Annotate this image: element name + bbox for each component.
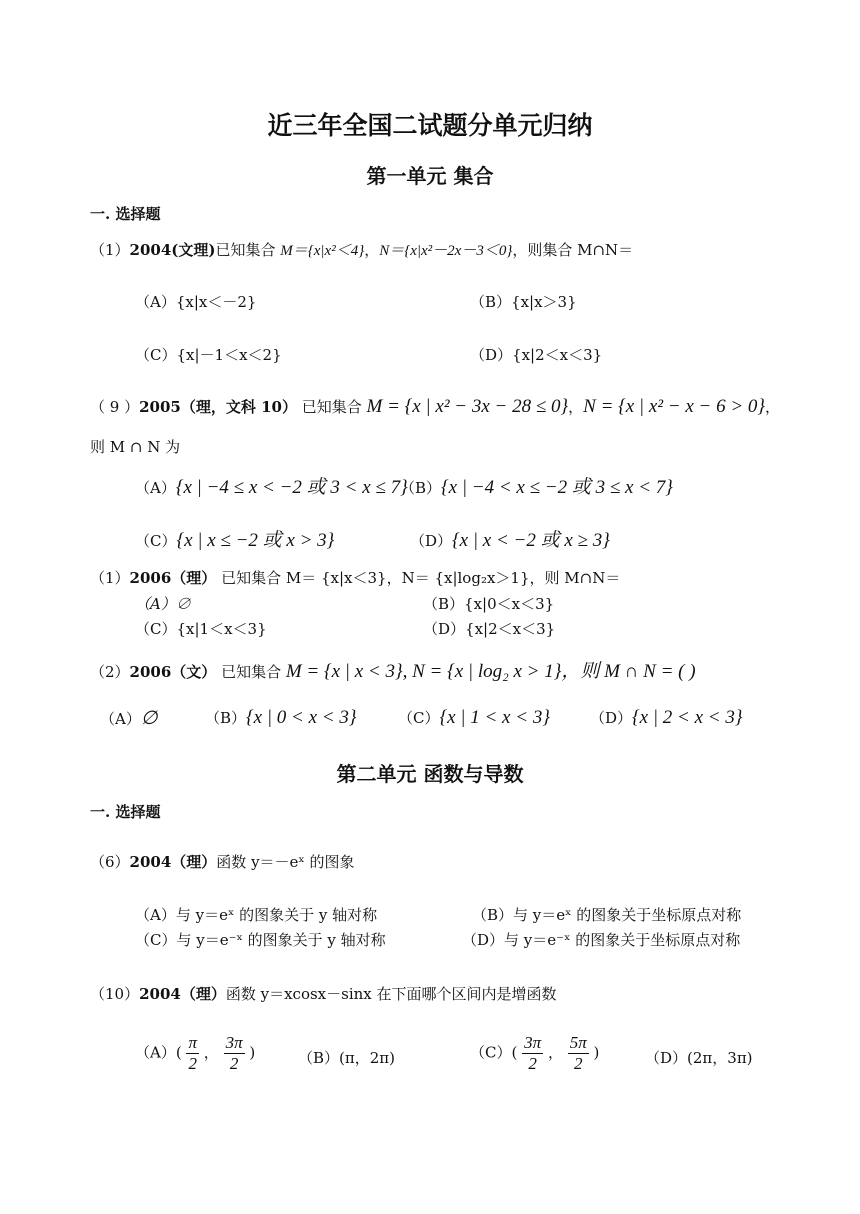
q-tag: 2006（理） [129, 569, 217, 587]
u1-q2-option-a [100, 707, 157, 730]
u1-q9-option-d [410, 525, 610, 552]
u2-q10-option-a [135, 1033, 255, 1074]
u1-q1-stem [90, 239, 633, 260]
u2-q10-option-c [470, 1033, 599, 1074]
unit2-section: 一. 选择题 [90, 803, 161, 821]
q-number: （1） [90, 569, 130, 587]
option-label: （D） [590, 709, 633, 727]
u2-q10-stem [90, 983, 557, 1004]
u1-q9-option-b [400, 472, 673, 499]
fraction: $\frac{3\pi}{2}$ [524, 1033, 542, 1073]
set-m: M = {x | x² − 3x − 28 ≤ 0} [366, 396, 569, 417]
q-number: （ 9 ） [90, 398, 140, 416]
u1-q9-option-a [135, 472, 408, 499]
set-n: N = {x | x² − x − 6 > 0} [583, 396, 766, 417]
unit1-section: 一. 选择题 [90, 205, 161, 223]
option-label: （C） [398, 709, 440, 727]
option-value: {x | x ≤ −2 或 x > 3} [176, 530, 335, 551]
option-value: {x | x < −2 或 x ≥ 3} [452, 530, 610, 551]
option-label: （A）( [135, 1043, 182, 1062]
page-title: 近三年全国二试题分单元归纳 [267, 111, 593, 140]
comma: ， [547, 1043, 563, 1062]
u1-q1b-option-a: （A）∅ [135, 595, 191, 613]
u1-q1b-option-c: （C）{x|1＜x＜3} [135, 620, 267, 638]
u2-q6-option-b: （B）与 y＝eˣ 的图象关于坐标原点对称 [472, 906, 742, 924]
option-value: ∅ [140, 708, 158, 729]
option-value: {x | 2 < x < 3} [632, 707, 743, 728]
u1-q1b-option-d: （D）{x|2＜x＜3} [423, 620, 556, 638]
q-tag: 2005（理，文科 10） [139, 398, 297, 416]
fraction: $\frac{3\pi}{2}$ [225, 1033, 243, 1073]
unit1-heading: 第一单元 集合 [366, 164, 494, 188]
q-text: 函数 y＝xcosx－sinx 在下面哪个区间内是增函数 [225, 985, 557, 1003]
q-number: （1） [90, 241, 130, 259]
q-text: 已知集合 [216, 663, 286, 681]
q-sep: ， [364, 241, 380, 259]
q-text: ，则 M ∩ N = ( ) [561, 661, 696, 682]
u1-q1-option-b: （B）{x|x＞3} [470, 293, 577, 311]
paren: ) [593, 1043, 600, 1062]
u1-q1b-option-b: （B）{x|0＜x＜3} [423, 595, 555, 613]
sets-formula: M = {x | x < 3}, N = {x | log₂ x > 1} [285, 661, 562, 682]
u1-q2-option-c [398, 707, 550, 729]
u1-q1-option-a: （A）{x|x＜－2} [135, 293, 257, 311]
u1-q9-option-c [135, 525, 334, 552]
option-label: （B） [205, 709, 247, 727]
q-tag: 2006（文） [129, 663, 217, 681]
u1-q2-stem [90, 656, 696, 683]
option-label: （A） [135, 479, 176, 497]
option-value: {x | −4 ≤ x < −2 或 3 < x ≤ 7} [175, 477, 408, 498]
u1-q1-option-d: （D）{x|2＜x＜3} [470, 346, 603, 364]
u2-q6-option-c: （C）与 y＝e⁻ˣ 的图象关于 y 轴对称 [135, 931, 386, 949]
u2-q6-option-d: （D）与 y＝e⁻ˣ 的图象关于坐标原点对称 [462, 931, 741, 949]
option-value: {x | 0 < x < 3} [246, 707, 357, 728]
set-n: N＝{x|x²－2x－3＜0} [379, 243, 513, 259]
fraction: $\frac{\pi}{2}$ [188, 1033, 197, 1073]
option-label: （A） [100, 710, 141, 728]
u2-q6-stem [90, 851, 355, 872]
u2-q6-option-a: （A）与 y＝eˣ 的图象关于 y 轴对称 [135, 906, 378, 924]
option-label: （C） [135, 532, 177, 550]
q-text: 已知集合 [215, 241, 281, 259]
u1-q2-option-b [205, 707, 356, 729]
q-text: 函数 y＝－eˣ 的图象 [216, 853, 355, 871]
q-tag: 2004（理） [129, 853, 217, 871]
u2-q10-option-d: （D）(2π，3π) [645, 1049, 753, 1067]
q-tag: 2004（理） [139, 985, 226, 1003]
paren: ) [249, 1043, 256, 1062]
q-number: （6） [90, 853, 130, 871]
q-text: 已知集合 M＝ {x|x＜3}，N＝ {x|log₂x＞1}，则 M∩N＝ [216, 569, 621, 587]
q-text: 已知集合 [296, 398, 367, 416]
fraction: $\frac{5\pi}{2}$ [569, 1033, 587, 1073]
q-text: ，则集合 M∩N＝ [512, 241, 634, 259]
u2-q10-option-b: （B）(π，2π) [298, 1049, 395, 1067]
u1-q9-stem: （ 9 ）2005（理，文科 10） 已知集合 M = {x | x² − 3x − 28 ≤ 0}，N = {x | x² − x − 6 > 0}， [90, 396, 781, 417]
option-value: {x | 1 < x < 3} [439, 707, 550, 728]
q-tag: 2004(文理) [129, 241, 216, 259]
option-label: （B） [400, 479, 442, 497]
u1-q2-option-d [590, 707, 742, 729]
set-m: M＝{x|x²＜4} [280, 243, 365, 259]
unit2-heading: 第二单元 函数与导数 [336, 762, 524, 786]
u1-q9-stem-cont: 则 M ∩ N 为 [90, 438, 181, 456]
option-label: （D） [410, 532, 453, 550]
option-value: {x | −4 < x ≤ −2 或 3 ≤ x < 7} [441, 477, 673, 498]
u1-q1b-stem [90, 567, 620, 588]
q-number: （2） [90, 663, 130, 681]
q-number: （10） [90, 985, 140, 1003]
u1-q1-option-c: （C）{x|－1＜x＜2} [135, 346, 282, 364]
comma: ， [203, 1043, 219, 1062]
option-label: （C）( [470, 1043, 518, 1062]
